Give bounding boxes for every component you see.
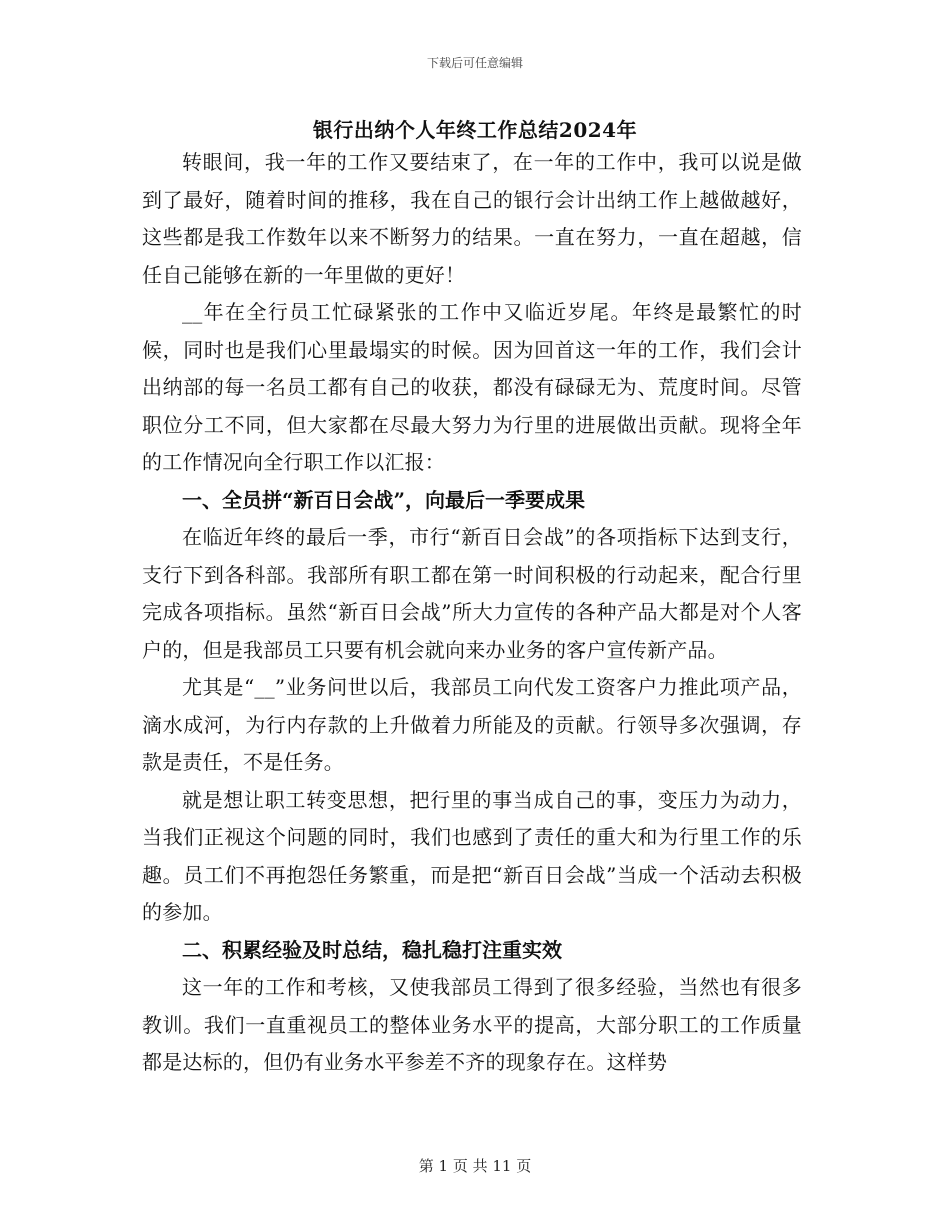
paragraph-4: 尤其是“__”业务问世以后，我部员工向代发工资客户力推此项产品，滴水成河，为行内存款的上升做着力所能及的贡献。行领导多次强调，存款是责任，不是任务。 — [142, 675, 802, 774]
page-header-note: 下载后可任意编辑 — [426, 56, 523, 70]
paragraph-5: 就是想让职工转变思想，把行里的事当成自己的事，变压力为动力，当我们正视这个问题的同时，我们也感到了责任的重大和为行里工作的乐趣。员工们不再抱怨任务繁重，而是把“新百日会战”当成一个活动去积极的参加。 — [142, 787, 802, 924]
page-footer-number: 第 1 页 共 11 页 — [418, 1157, 532, 1175]
paragraph-1: 转眼间，我一年的工作又要结束了，在一年的工作中，我可以说是做到了最好，随着时间的推移，我在自己的银行会计出纳工作上越做越好，这些都是我工作数年以来不断努力的结果。一直在努力，一直在超越，信任自己能够在新的一年里做的更好！ — [142, 150, 802, 287]
document-body — [142, 144, 802, 1082]
paragraph-3: 在临近年终的最后一季，市行“新百日会战”的各项指标下达到支行，支行下到各科部。我部所有职工都在第一时间积极的行动起来，配合行里完成各项指标。虽然“新百日会战”所大力宣传的各种产品大都是对个人客户的，但是我部员工只要有机会就向来办业务的客户宣传新产品。 — [142, 525, 802, 662]
document-title: 银行出纳个人年终工作总结2024年 — [312, 118, 638, 142]
section-heading-1: 一、全员拼“新百日会战”，向最后一季要成果 — [182, 487, 586, 512]
paragraph-6: 这一年的工作和考核，又使我部员工得到了很多经验，当然也有很多教训。我们一直重视员工的整体业务水平的提高，大部分职工的工作质量都是达标的，但仍有业务水平参差不齐的现象存在。这样势 — [142, 975, 802, 1074]
section-heading-2: 二、积累经验及时总结，稳扎稳打注重实效 — [182, 937, 562, 962]
paragraph-2: __年在全行员工忙碌紧张的工作中又临近岁尾。年终是最繁忙的时候，同时也是我们心里最塌实的时候。因为回首这一年的工作，我们会计出纳部的每一名员工都有自己的收获，都没有碌碌无为、荒度时间。尽管职位分工不同，但大家都在尽最大努力为行里的进展做出贡献。现将全年的工作情况向全行职工作以汇报： — [142, 300, 802, 474]
